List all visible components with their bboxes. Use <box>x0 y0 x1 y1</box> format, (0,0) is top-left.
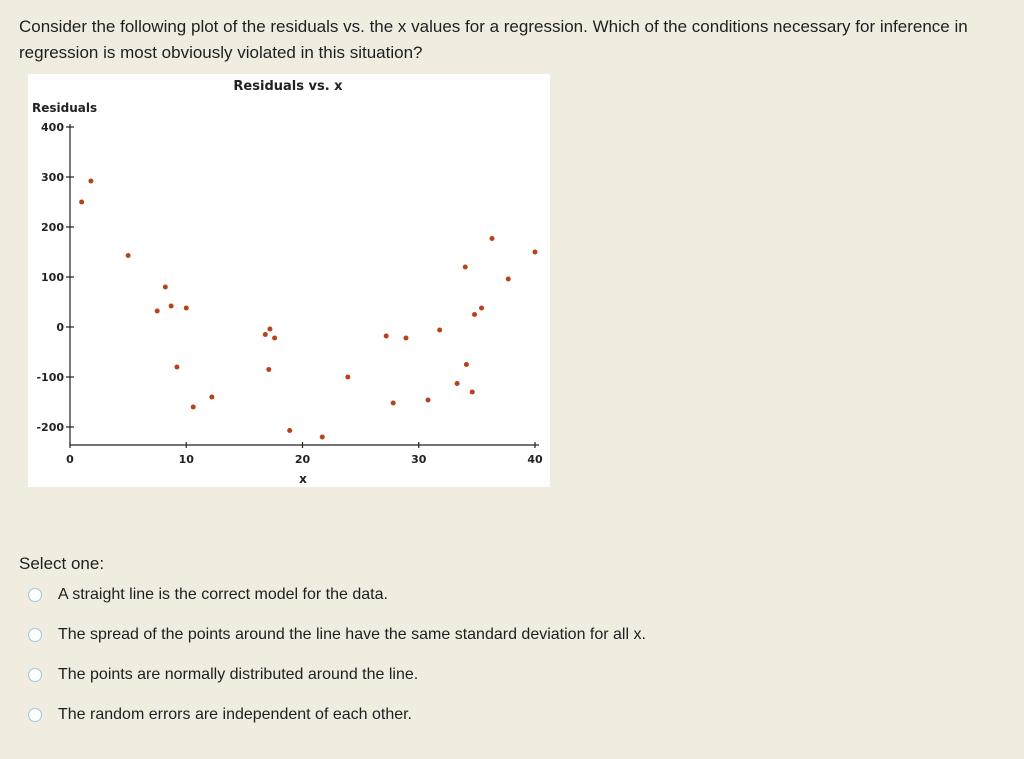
data-point <box>391 401 396 406</box>
data-point <box>163 285 168 290</box>
answer-option-2[interactable] <box>28 623 646 647</box>
x-tick-label: 20 <box>294 453 311 466</box>
data-point <box>489 236 494 241</box>
select-one-label: Select one: <box>19 554 105 573</box>
data-point <box>155 309 160 314</box>
y-tick-label: -100 <box>36 371 64 384</box>
data-point <box>506 277 511 282</box>
data-point <box>174 365 179 370</box>
x-tick-label: 30 <box>411 453 427 466</box>
radio-button-4[interactable] <box>28 708 42 722</box>
y-tick-label: 0 <box>56 321 64 334</box>
answer-options <box>28 583 646 743</box>
answer-option-label: The points are normally distributed around the line. <box>58 666 419 683</box>
data-point <box>191 405 196 410</box>
y-tick-label: -200 <box>36 421 64 434</box>
y-tick-label: 100 <box>41 271 64 284</box>
data-point <box>79 200 84 205</box>
x-axis-label: x <box>299 472 307 486</box>
data-point <box>126 253 131 258</box>
data-point <box>263 332 268 337</box>
data-point <box>384 334 389 339</box>
data-point <box>287 428 292 433</box>
data-point <box>184 306 189 311</box>
x-tick-label: 40 <box>527 453 543 466</box>
answer-option-label: A straight line is the correct model for the data. <box>58 586 388 603</box>
data-point <box>209 395 214 400</box>
x-tick-label: 10 <box>178 453 194 466</box>
data-point <box>169 304 174 309</box>
data-point <box>272 336 277 341</box>
radio-button-3[interactable] <box>28 668 42 682</box>
data-point <box>266 367 271 372</box>
answer-option-3[interactable] <box>28 663 646 687</box>
data-point <box>472 312 477 317</box>
radio-button-2[interactable] <box>28 628 42 642</box>
data-point <box>464 362 469 367</box>
y-axis-label: Residuals <box>32 101 98 115</box>
data-point <box>479 306 484 311</box>
y-tick-label: 200 <box>41 221 64 234</box>
data-point <box>88 179 93 184</box>
answer-option-4[interactable] <box>28 703 646 727</box>
residual-plot-svg <box>28 74 550 487</box>
ticks-layer <box>36 121 543 466</box>
radio-button-1[interactable] <box>28 588 42 602</box>
data-point <box>345 375 350 380</box>
question-text: Consider the following plot of the residuals vs. the x values for a regression. Which of the conditions necessary for inference in regression is most obviously violated in this situation? <box>19 17 968 62</box>
chart-title: Residuals vs. x <box>233 79 343 94</box>
data-point <box>267 327 272 332</box>
data-point <box>463 265 468 270</box>
data-point <box>437 328 442 333</box>
data-point <box>455 381 460 386</box>
answer-option-label: The random errors are independent of each other. <box>58 706 412 723</box>
data-point <box>533 250 538 255</box>
data-point <box>320 435 325 440</box>
x-tick-label: 0 <box>66 453 74 466</box>
answer-option-label: The spread of the points around the line have the same standard deviation for all x. <box>58 626 646 643</box>
points-layer <box>79 125 550 440</box>
data-point <box>470 390 475 395</box>
answer-option-1[interactable] <box>28 583 646 607</box>
data-point <box>426 398 431 403</box>
residual-plot <box>28 74 550 487</box>
y-tick-label: 400 <box>41 121 64 134</box>
data-point <box>403 336 408 341</box>
y-tick-label: 300 <box>41 171 64 184</box>
